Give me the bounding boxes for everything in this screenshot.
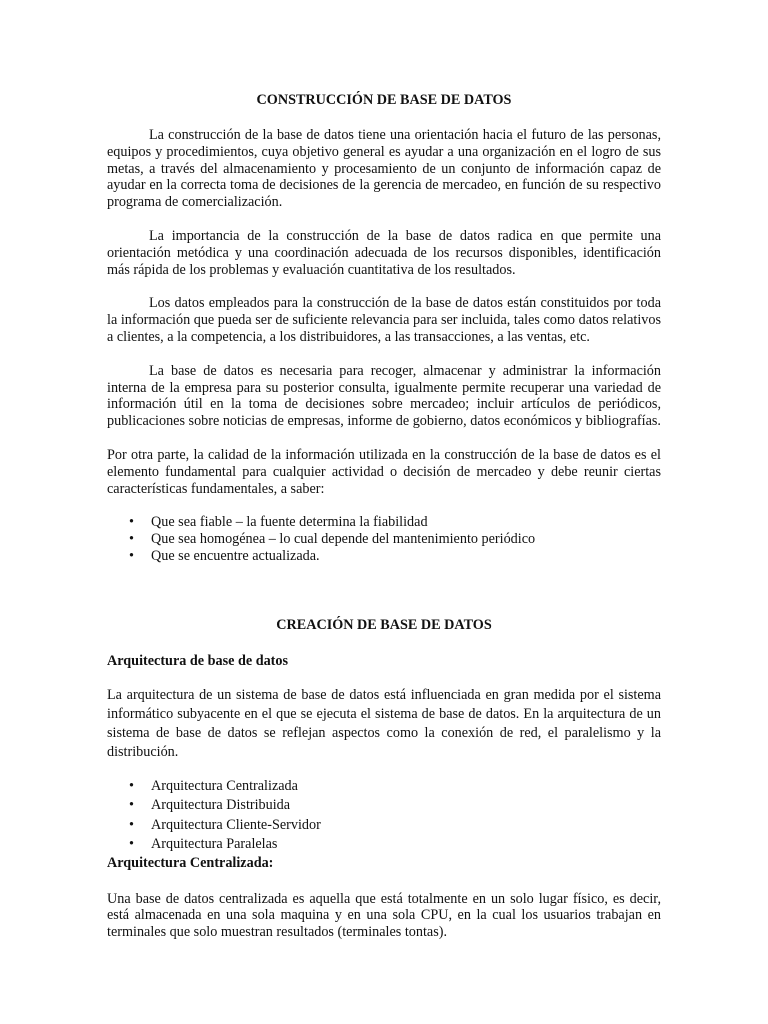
paragraph-construccion-2: La importancia de la construcción de la base de datos radica en que permite una orientación metódica y una coordinación adecuada de los recursos disponibles, identificación más rápida de los problemas y evaluación cuantitativa de los resultados. [107,227,661,278]
list-item-text: Arquitectura Distribuida [151,797,291,814]
arquitectura-paragraph: La arquitectura de un sistema de base de datos está influenciada en gran medida por el sistema informático subyacente en el que se ejecuta el sistema de base de datos. En la arquitectura de un sistema de base de datos se reflejan aspectos como la conexión de red, el paralelismo y la distribución. [107,686,661,761]
list-item [107,531,661,548]
paragraph-construccion-5: Por otra parte, la calidad de la información utilizada en la construcción de la base de datos es el elemento fundamental para cualquier actividad o decisión de mercadeo y debe reunir ciertas características fundamentales, a saber: [107,446,661,497]
list-item-text: Que sea homogénea – lo cual depende del mantenimiento periódico [151,531,536,548]
list-item [107,548,661,565]
list-item-text: Arquitectura Centralizada [151,777,298,794]
bullet-glyph: • [129,531,134,548]
quality-bullet-list [107,514,661,564]
bullet-glyph: • [129,777,134,794]
list-item [107,514,661,531]
bullet-glyph: • [129,514,134,531]
list-item-text: Que se encuentre actualizada. [151,547,320,564]
title-creacion: CREACIÓN DE BASE DE DATOS [276,616,492,633]
paragraph-construccion-3: Los datos empleados para la construcción de la base de datos están constituidos por toda la información que pueda ser de suficiente relevancia para ser incluida, tales como datos relativos a clientes, a la competencia, a los distribuidores, a las transacciones, a las ventas, etc. [107,295,661,345]
title-construccion: CONSTRUCCIÓN DE BASE DE DATOS [256,92,512,108]
list-item [107,816,661,836]
list-item-text: Arquitectura Cliente-Servidor [151,816,321,833]
list-item-text: Arquitectura Paralelas [151,836,278,853]
bullet-glyph: • [129,797,134,814]
list-item [107,835,661,855]
list-item [107,777,661,797]
list-item [107,796,661,816]
bullet-glyph: • [129,547,134,564]
bullet-glyph: • [129,836,134,853]
arquitectura-heading: Arquitectura de base de datos [107,652,289,669]
centralizada-paragraph: Una base de datos centralizada es aquella que está totalmente en un solo lugar físico, es decir, está almacenada en una sola maquina y en una sola CPU, en la cual los usuarios trabajan en terminales que solo muestran resultados (terminales tontas). [107,890,661,941]
list-item-text: Que sea fiable – la fuente determina la fiabilidad [151,514,428,531]
paragraph-construccion-1: La construcción de la base de datos tiene una orientación hacia el futuro de las personas, equipos y procedimientos, cuya objetivo general es ayudar a una organización en el logro de sus metas, a través del almacenamiento y procesamiento de un conjunto de información capaz de ayudar en la correcta toma de decisiones de la gerencia de mercadeo, en función de su respectivo programa de comercialización. [107,127,661,211]
document-page [107,92,661,941]
bullet-glyph: • [129,816,134,833]
arquitectura-bullet-list [107,777,661,855]
paragraph-construccion-4: La base de datos es necesaria para recoger, almacenar y administrar la información interna de la empresa para su posterior consulta, igualmente permite recuperar una variedad de información útil en la toma de decisiones sobre mercadeo; incluir artículos de periódicos, publicaciones sobre noticias de empresas, informe de gobierno, datos económicos y bibliografías. [107,362,661,430]
centralizada-heading: Arquitectura Centralizada: [107,854,274,871]
